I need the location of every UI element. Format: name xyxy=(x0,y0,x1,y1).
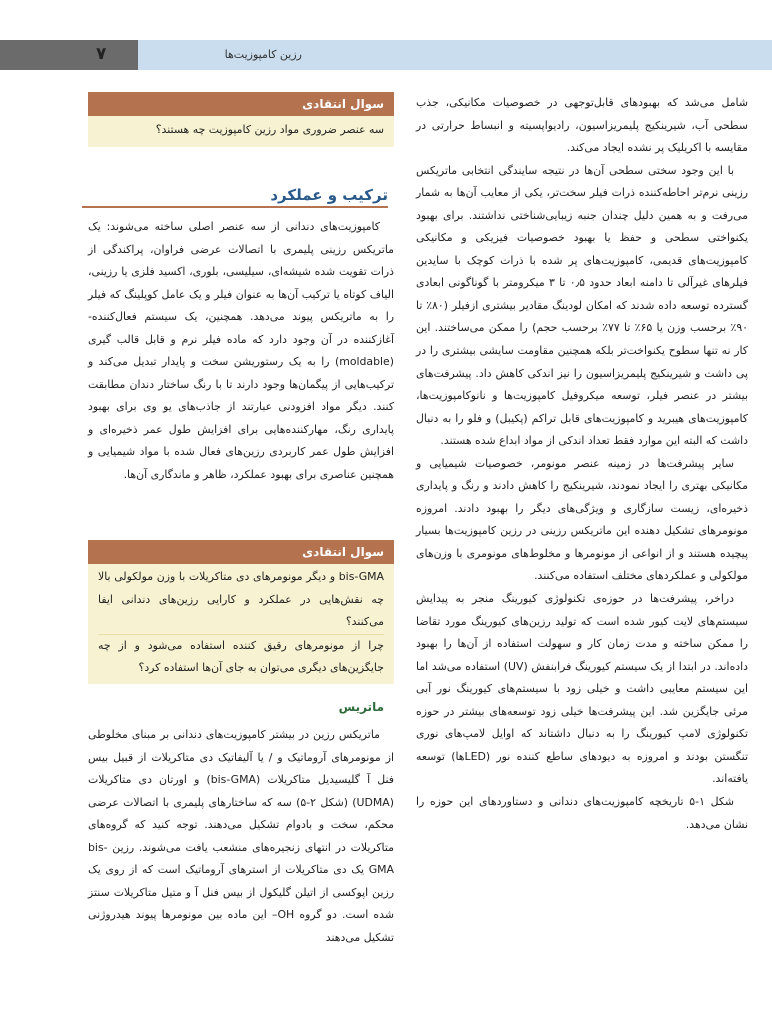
body-paragraph: شامل می‌شد که بهبودهای قابل‌توجهی در خصوصیات مکانیکی، جذب سطحی آب، شیرینکیج پلیمریزاسیون، رادیواپسیته و انبساط حرارتی در مقایسه با اکریلیک پر نشده ایجاد می‌کند. xyxy=(416,96,748,155)
body-paragraph: کامپوزیت‌های دندانی از سه عنصر اصلی ساخته می‌شوند: یک ماتریکس رزینی پلیمری با اتصالات عرضی فراوان، پراکندگی از ذرات تقویت شده شیشه‌ای، سیلیسی، بلوری، اکسید فلزی یا رزینی، الیاف کوتاه یا ترکیب آن‌ها به عنوان فیلر و یک عامل کوپلینگ که فیلر را به ماتریکس پیوند می‌دهد. همچنین، یک سیستم فعال‌کننده-آغازکننده در آن وجود دارد که ماده فیلر نرم و قابل قالب گیری (moldable) را به یک رستوریشن سخت و پایدار تبدیل می‌کند و ترکیب‌هایی از پیگمان‌ها وجود دارند تا با رنگ ساختار دندان مطابقت کنند. دیگر مواد افزودنی عبارتند از جاذب‌های یو وی برای بهبود پایداری رنگ، مهارکننده‌هایی برای افزایش طول عمر ذخیره‌ای و افزایش طول عمر کاربردی رزین‌های فعال شده با مواد شیمیایی و همچنین عناصری برای بهبود عملکرد، ظاهر و ماندگاری آن‌ها. xyxy=(88,220,394,482)
critical-question-text: سه عنصر ضروری مواد رزین کامپوزیت چه هستند؟ xyxy=(155,123,384,136)
body-paragraph: سایر پیشرفت‌ها در زمینه عنصر مونومر، خصوصیات شیمیایی و مکانیکی بهتری را ایجاد نمودند، شیرینکیج را کاهش دادند و رنگ و پایداری ذخیره‌ای، زیست سازگاری و ویژگی‌های دیگر را بهبود دادند. امروزه مونومرهای تشکیل دهنده این ماتریکس رزینی در رزین کامپوزیت‌ها بسیار پیچیده هستند و از انواعی از مونومرها و مخلوط‌های مونومری با وزن‌های مولکولی و عملکردهای مختلف استفاده می‌کنند. xyxy=(416,456,748,583)
right-column xyxy=(416,92,748,836)
critical-question-list xyxy=(88,564,394,684)
page-number: ۷ xyxy=(96,44,107,64)
section-heading-rule xyxy=(82,206,388,208)
critical-question-item: چرا از مونومرهای رقیق کننده استفاده می‌شود و از چه جایگزین‌های دیگری می‌توان به جای آن‌ها استفاده کرد؟ xyxy=(98,634,384,680)
critical-question-box xyxy=(88,92,394,147)
critical-question-title: سوال انتقادی xyxy=(88,92,394,116)
body-paragraph: ماتریکس رزین در بیشتر کامپوزیت‌های دندانی بر مبنای مخلوطی از مونومرهای آروماتیک و / یا آلیفاتیک دی متاکریلات از قبیل بیس فنل آ گلیسیدیل متاکریلات (bis-GMA) و اورتان دی متاکریلات (UDMA) (شکل ۲-۵) سه که ساختارهای پلیمری با اتصالات عرضی محکم، سخت و بادوام تشکیل می‌دهند. توجه کنید که گروه‌های متاکریلات در انتهای زنجیره‌های منشعب یافت می‌شوند. رزین bis-GMA یک دی متاکریلات از استرهای آروماتیک است که از روی یک رزین اپوکسی از اتیلن گلیکول از بیس فنل آ و متیل متاکریلات سنتز شده است. دو گروه OH– این ماده بین مونومرها پیوند هیدروژنی تشکیل می‌دهند xyxy=(88,728,394,944)
body-paragraph: شکل ۱-۵ تاریخچه کامپوزیت‌های دندانی و دستاوردهای این حوزه را نشان می‌دهد. xyxy=(416,794,748,831)
left-column-section-text xyxy=(88,216,394,487)
subsection-title: ماتریس xyxy=(338,700,384,714)
critical-question-title: سوال انتقادی xyxy=(88,540,394,564)
section-heading xyxy=(88,186,388,208)
section-title: ترکیب و عملکرد xyxy=(270,186,388,204)
critical-question-item: bis-GMA و دیگر مونومرهای دی متاکریلات با وزن مولکولی بالا چه نقش‌هایی در عملکرد و کارایی رزین‌های دندانی ایفا می‌کنند؟ xyxy=(98,570,384,629)
left-column-matrix-text xyxy=(88,724,394,949)
body-paragraph: دراخر، پیشرفت‌ها در حوزه‌ی تکنولوژی کیورینگ منجر به پیدایش سیستم‌های لایت کیور شده است که تولید رزین‌های کیورینگ مورد تقاضا را ممکن ساخته و مدت زمان کار و سهولت استفاده از آن‌ها را بهبود داده‌اند. در ابتدا از یک سیستم کیورینگ فرابنفش (UV) استفاده می‌شد اما این سیستم معایبی داشت و خیلی زود با سیستم‌های کیورینگ نور آبی مرئی جایگزین شد. این پیشرفت‌ها خیلی زود توسعه‌های بیشتر در حوزه تکنولوژی لامپ کیورینگ را به دنبال داشتاند که اوایل لامپ‌های نوری تنگستن بودند و امروزه به دیودهای ساطع کننده نور (LEDها) توسعه یافته‌اند. xyxy=(416,592,749,786)
running-title: رزین کامپوزیت‌ها xyxy=(224,48,302,61)
critical-question-box-2 xyxy=(88,540,394,684)
body-paragraph: با این وجود سختی سطحی آن‌ها در نتیجه سایندگی انتخابی ماتریکس رزینی نرم‌تر احاطه‌کننده ذرات فیلر سخت‌تر، یکی از معایب آن‌ها به شمار می‌رفت و به همین دلیل چندان جنبه زیبایی‌شناختی نداشتند. برای بهبود یکنواختی سطحی و حفظ یا بهبود خصوصیات فیزیکی و مکانیکی کامپوزیت‌های قدیمی، کامپوزیت‌های پر شده با ذرات کوچک با سایدین فیلرهای غیرآلی تا دامنه ابعاد حدود ۰٫۵ تا ۳ میکرومتر با گوناگونی ابعادی گسترده توسعه داده شدند که امکان لودینگ مقادیر بیشتری ازفیلر (۸۰٪ تا ۹۰٪ برحسب وزن یا ۶۵٪ تا ۷۷٪ برحسب حجم) را ممکن می‌ساختند. این کار نه تنها سطوح یکنواخت‌تر بلکه همچنین مقاومت سایشی بیشتری را در پی داشت و شیرینکیج پلیمریزاسیون را نیز اندکی کاهش داد. پیشرفت‌های بیشتر در عنصر فیلر، توسعه میکروفیل کامپوزیت‌ها و نانوکامپوزیت‌ها، کامپوزیت‌های هیبرید و کامپوزیت‌های قابل تراکم (پکیبل) و فلو را به دنبال داشت که البته این موارد فقط تعداد اندکی از مواد ابداع شده هستند. xyxy=(416,163,749,448)
page-header xyxy=(0,40,772,70)
header-page-tab xyxy=(0,40,138,70)
